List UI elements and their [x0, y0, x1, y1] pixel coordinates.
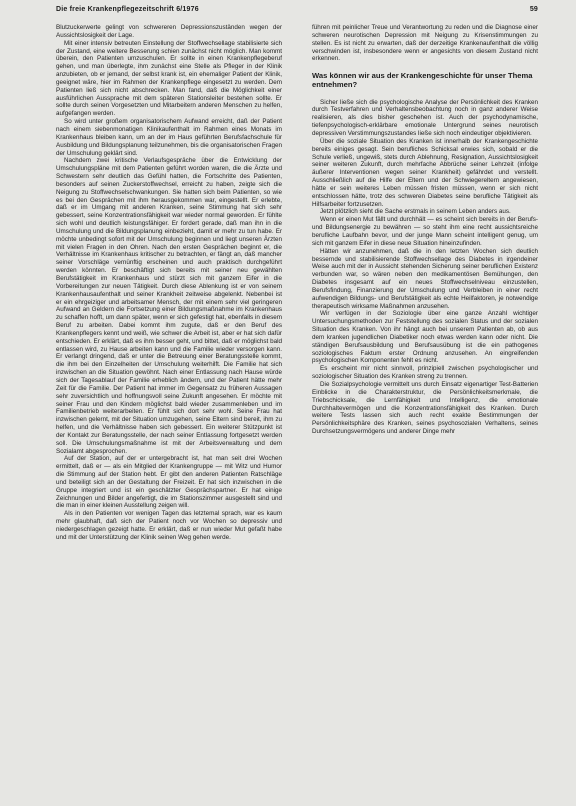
section-heading: Was können wir aus der Krankengeschichte für unser Thema entnehmen?	[312, 71, 533, 90]
paragraph: Wir verfügen in der Soziologie über eine ganze Anzahl wichtiger Untersuchungsmethoden zur Feststellung des sozialen Status und der sozialen Situation des Kranken. Von ihr hängt auch bei unserem Patienten ab, ob aus dem kranken jugendlichen Diabetiker noch etwas werden kann oder nicht. Die ständigen Berufsausbildung und Berufsausübung ist die ein pathogenes soziologisches Faktum erster Ordnung anzusehen. An eingreifenden psychologischen Komponenten fehlt es nicht.	[312, 310, 538, 365]
paragraph: Blutzuckerwerte gelingt von schwereren Depressionszuständen wegen der Aussichtslosigkeit der Lage.	[56, 24, 282, 39]
paragraph: Jetzt plötzlich sieht die Sache erstmals in seinem Leben anders aus.	[320, 208, 511, 216]
paragraph: Die Sozialpsychologie vermittelt uns durch Einsatz eigenartiger Test-Batterien Einblicke in die Charakterstruktur, die Persönlichkeitsmerkmale, die Triebschicksale, die Lernfähigkeit und Intelligenz, die emotionale Durchhaltevermögen und die Konzentrationsfähigkeit des Kranken. Durch weitere Tests lassen sich auch recht exakte Bestimmungen der Persönlichkeitsphäre des Kranken, seines psychosozialen Verhaltens, seines Durchsetzungsvermögens und anderer Dinge mehr	[312, 381, 538, 436]
paragraph: Nachdem zwei kritische Verlaufsgespräche über die Entwicklung der Umschulungspläne mit dem Patienten geführt worden waren, die die Ärzte und Schwestern sehr deutlich das Gefühl hatten, die Fortschritte des Patienten, besonders auf seinen Zuckerstoffwechsel, erreicht zu haben, zeigte sich die Neigung zu Stoffwechselschwankungen. Sie hatten sich beim Patienten, so wie es bei den Gesprächen mit ihm herausgekommen war, eingestellt. Er erlebte, daß er im Umgang mit anderen Kranken, seine Stimmung hat sich sehr gebessert, seine Konzentrationsfähigkeit war wieder normal geworden. Er fühlte sich wohl und deutlich leistungsfähiger. Er fordert gerade, daß man ihn in die Umschulung und die Bildungsplanung einbezieht, damit er mehr zu tun habe. Er möchte unbedingt sofort mit der Umschulung beginnen und liegt unseren Ärzten mit vielen Fragen in den Ohren. Nach den ersten Gesprächen beginnt er, die Verhältnisse im Krankenhaus kritischer zu betrachten, er fängt an, daß mancher seiner Vorschläge vernünftig erscheinen und auch praktisch durchgeführt werden könnten. Er beschäftigt sich bereits mit seiner neu gewählten Berufstätigkeit im Krankenhaus und stürzt sich mit ganzem Eifer in die Vorbereitungen zur neuen Tätigkeit. Durch diese Ablenkung ist er von seinem Krankenhausaufenthalt und seiner Krankheit zeitweise abgelenkt. Nebenbei ist er ein ehrgeiziger und arbeitsamer Mensch, der mit einem sehr viel geringeren Aufwand an Geldern die Fortsetzung einer Bildungsmaßnahme im Krankenhaus zu schaffen hofft, um dann später, wenn er sich gefestigt hat, ebenfalls in diesem Beruf zu arbeiten. Dabei kommt ihm zugute, daß er den Beruf des Krankenpflegers kennt und weiß, wie schwer die Arbeit ist, aber er hat sich dafür entschieden. Er erklärt, daß es ihm besser geht, und bittet, daß er möglichst bald entlassen wird, zu Hause arbeiten kann und die Familie wieder versorgen kann. Er verlangt dringend, daß er unter die Betreuung einer Beratungsstelle kommt, die ihm bei den Einzelheiten der Umschulung weiterhilft. Die Familie hat sich inzwischen an die Situation gewöhnt. Nach einer Entlassung nach Hause würde sich der Tagesablauf der Familie erheblich ändern, und der Patient hätte mehr Zeit für die Familie. Der Patient hat immer im Gegensatz zu früheren Aussagen sehr zuversichtlich und hoffnungsvoll seine Zukunft angesehen. Er möchte mit seiner Frau und den Kindern möglichst bald wieder zusammenleben und im Familienbetrieb weiterarbeiten. Er fühlt sich dort sehr wohl. Seine Frau hat inzwischen gelernt, mit der Situation umzugehen, seine Eltern sind bereit, ihm zu helfen, und die Verhältnisse haben sich gebessert. Ein weiterer Stützpunkt ist der Kontakt zur Beratungsstelle, der nach seiner Entlassung fortgesetzt werden soll. Die Umschulungsmaßnahme ist mit der Arbeitsverwaltung und dem Sozialamt abgesprochen.	[56, 157, 282, 455]
paragraph: Auf der Station, auf der er untergebracht ist, hat man seit drei Wochen ermittelt, daß er — als ein Mitglied der Krankengruppe — mit Witz und Humor die Stimmung auf der Station hebt. Er gibt den anderen Patienten Ratschläge und beteiligt sich an der Gestaltung der Freizeit. Er hat sich inzwischen in die Gruppe integriert und ist ein geschätzter Gesprächspartner. Er hat einige Zeichnungen und Bilder angefertigt, die im Stationszimmer ausgestellt sind und die man in einer kleinen Ausstellung zeigen will.	[56, 455, 282, 510]
journal-title: Die freie Krankenpflegezeitschrift 6/1976	[56, 6, 199, 13]
paragraph: Mit einer intensiv betreuten Einstellung der Stoffwechsellage stabilisierte sich der Zustand, eine weitere Besserung schien zunächst nicht möglich. Man kommt überein, den Patienten umzuschulen. Er sollte in einen Krankenpflegeberuf gehen, und man überlegte, ihm zunächst eine Stelle als Pfleger in der Klinik anzubieten, ob er jemand, der selbst krank ist, ein ehemaliger Patient der Klinik, geeignet wäre, hier im Rahmen der Krankenpflege eingesetzt zu werden. Dem Patienten ließ sich nicht abschrecken. Man fand, daß die Möglichkeit einer ausführlichen Aussprache mit dem späteren Stationsleiter bestehen sollte. Er sollte durch seinen Vorgesetzten und Mitarbeitern anderen Menschen zu helfen, aufgefangen werden.	[56, 39, 282, 118]
paragraph: führen mit peinlicher Treue und Verantwortung zu reden und die Diagnose einer schweren neurotischen Depression mit Neigung zu Krisenstimmungen zu stellen. Es ist nicht zu erwarten, daß der derzeitige Krankenaufenthalt die völlig verschwinden ist, insbesondere wenn er angesichts von diesem Zustand nicht erkennen.	[312, 24, 538, 63]
right-column	[312, 24, 538, 542]
running-head	[56, 6, 538, 18]
left-column	[56, 24, 282, 542]
paragraph: Über die soziale Situation des Kranken ist innerhalb der Krankengeschichte bereits einiges gesagt. Sein berufliches Schicksal erwies sich, sobald er die Schule verließ, ungewiß, stets durch Ablehnung, Resignation, Aussichtslosigkeit seiner weiteren Zukunft, durch mehrfache Abbrüche seiner Lehrzeit (infolge äußerer Interventionen wegen seiner Krankheit) gefährdet und verstellt. Ausschließlich auf die Hilfe der Eltern und der Schwiegereltern angewiesen, hätte er sein weiteres Leben müssen fristen müssen, wenn er sich nicht entschlossen hätte, trotz des schweren Diabetes seine berufliche Tätigkeit als Hilfsarbeiter fortzusetzen.	[312, 137, 538, 208]
paragraph: Es erscheint mir nicht sinnvoll, prinzipiell zwischen psychologischer und soziologischer Situation des Kranken streng zu trennen.	[312, 365, 538, 381]
text-columns	[56, 24, 538, 542]
paragraph: So wird unter großem organisatorischem Aufwand erreicht, daß der Patient nach einem siebenmonatigen Klinikaufenthalt im Rahmen eines Monats im Krankenhaus bleiben kann, um an der im Haus geführten Berufsfachschule für Ausbildung und Bildungsplanung teilzunehmen, bis die organisatorischen Fragen der Umschulung geklärt sind.	[56, 118, 282, 157]
paragraph: Als in den Patienten vor wenigen Tagen das letztemal sprach, war es kaum mehr glaubhaft, daß sich der Patient noch vor Wochen so depressiv und niedergeschlagen gezeigt hatte. Er erklärt, daß er nun wieder Mut gefaßt habe und mit der Unterstützung der Klinik seinen Weg gehen werde.	[56, 510, 282, 541]
paragraph: Wenn er einen Mut fällt und durchhält — es scheint sich bereits in der Berufs- und Bildungsenergie zu bewähren — so steht ihm eine recht aussichtsreiche berufliche Laufbahn bevor, und der junge Mann scheint intelligent genug, um sich mit ganzem Eifer in diese neue Situation hineinzufinden.	[312, 216, 538, 247]
page-number: 59	[529, 6, 538, 13]
paragraph: Sicher ließe sich die psychologische Analyse der Persönlichkeit des Kranken durch Testverfahren und Verhaltensbeobachtung noch in ganz anderer Weise realisieren, als dies bisher geschehen ist. Auch der psychodynamische, tiefenpsychologisch-erklärbare emotionale Untergrund seines neurotisch depressiven Verstimmungszustandes ließe sich noch eindeutiger objektivieren.	[312, 98, 538, 137]
paragraph: Hätten wir anzunehmen, daß die in den letzten Wochen sich deutlich bessernde und stabilisierende Stoffwechsellage des Diabetes in irgendeiner Weise auch mit der in Aussicht stehenden Sicherung seiner beruflichen Existenz verbunden war, so wären neben den medikamentösen Bemühungen, den Diabetes insgesamt auf ein neues Stoffwechselniveau einzustellen, Berufsfindung, Finanzierung der Umschulung und Verbleiben in einer recht aufwendigen Bildungs- und Berufstätigkeit als echte Heilfaktoren, je notwendige therapeutisch wirksame Maßnahmen anzusehen.	[312, 247, 538, 310]
